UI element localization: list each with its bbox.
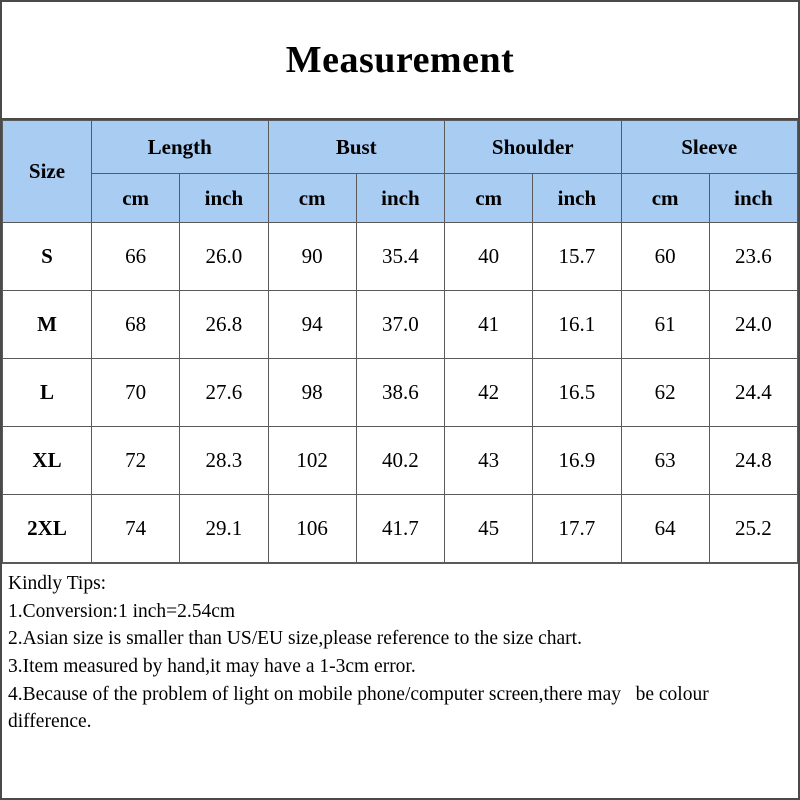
cell-shoulder-inch: 16.9 — [533, 427, 621, 495]
column-header-sleeve: Sleeve — [621, 121, 798, 174]
cell-sleeve-inch: 24.4 — [709, 359, 797, 427]
cell-shoulder-inch: 16.1 — [533, 291, 621, 359]
table-row — [3, 359, 798, 427]
cell-length-inch: 29.1 — [180, 495, 268, 563]
cell-length-cm: 72 — [92, 427, 180, 495]
table-head — [3, 121, 798, 223]
cell-shoulder-cm: 40 — [445, 223, 533, 291]
cell-shoulder-inch: 16.5 — [533, 359, 621, 427]
cell-bust-inch: 41.7 — [356, 495, 444, 563]
cell-sleeve-cm: 62 — [621, 359, 709, 427]
table-row — [3, 291, 798, 359]
cell-length-cm: 66 — [92, 223, 180, 291]
row-size-label: S — [3, 223, 92, 291]
cell-bust-cm: 94 — [268, 291, 356, 359]
row-size-label: M — [3, 291, 92, 359]
cell-shoulder-cm: 45 — [445, 495, 533, 563]
table-header-unit-row — [3, 174, 798, 223]
cell-length-cm: 70 — [92, 359, 180, 427]
tip-line-4: 4.Because of the problem of light on mobile phone/computer screen,there may be colour difference. — [8, 683, 714, 733]
column-header-length: Length — [92, 121, 269, 174]
unit-header-shoulder-inch: inch — [533, 174, 621, 223]
cell-bust-cm: 98 — [268, 359, 356, 427]
cell-shoulder-inch: 17.7 — [533, 495, 621, 563]
row-size-label: XL — [3, 427, 92, 495]
tips-heading: Kindly Tips: — [8, 573, 107, 594]
cell-shoulder-cm: 43 — [445, 427, 533, 495]
table-body — [3, 223, 798, 563]
tip-line-3: 3.Item measured by hand,it may have a 1-3cm error. — [8, 656, 416, 678]
tip-line-1: 1.Conversion:1 inch=2.54cm — [8, 600, 236, 622]
cell-length-inch: 27.6 — [180, 359, 268, 427]
title-bar — [2, 2, 798, 120]
table-row — [3, 427, 798, 495]
cell-length-cm: 68 — [92, 291, 180, 359]
cell-bust-cm: 106 — [268, 495, 356, 563]
cell-length-inch: 28.3 — [180, 427, 268, 495]
column-header-bust: Bust — [268, 121, 445, 174]
unit-header-length-cm: cm — [92, 174, 180, 223]
cell-bust-inch: 38.6 — [356, 359, 444, 427]
table-row — [3, 495, 798, 563]
cell-bust-cm: 102 — [268, 427, 356, 495]
table-header-group-row — [3, 121, 798, 174]
unit-header-shoulder-cm: cm — [445, 174, 533, 223]
cell-bust-cm: 90 — [268, 223, 356, 291]
kindly-tips-section — [2, 563, 798, 798]
cell-length-inch: 26.8 — [180, 291, 268, 359]
cell-sleeve-inch: 24.0 — [709, 291, 797, 359]
cell-bust-inch: 37.0 — [356, 291, 444, 359]
cell-bust-inch: 40.2 — [356, 427, 444, 495]
cell-shoulder-cm: 41 — [445, 291, 533, 359]
table-row — [3, 223, 798, 291]
tip-line-2: 2.Asian size is smaller than US/EU size,please reference to the size chart. — [8, 628, 582, 650]
row-size-label: L — [3, 359, 92, 427]
unit-header-sleeve-cm: cm — [621, 174, 709, 223]
unit-header-length-inch: inch — [180, 174, 268, 223]
measurement-table — [2, 120, 798, 563]
cell-shoulder-inch: 15.7 — [533, 223, 621, 291]
row-size-label: 2XL — [3, 495, 92, 563]
cell-shoulder-cm: 42 — [445, 359, 533, 427]
cell-sleeve-inch: 23.6 — [709, 223, 797, 291]
column-header-size: Size — [3, 121, 92, 223]
cell-sleeve-cm: 61 — [621, 291, 709, 359]
unit-header-bust-inch: inch — [356, 174, 444, 223]
cell-sleeve-cm: 64 — [621, 495, 709, 563]
cell-sleeve-cm: 63 — [621, 427, 709, 495]
cell-bust-inch: 35.4 — [356, 223, 444, 291]
cell-sleeve-cm: 60 — [621, 223, 709, 291]
column-header-shoulder: Shoulder — [445, 121, 622, 174]
unit-header-sleeve-inch: inch — [709, 174, 797, 223]
cell-sleeve-inch: 25.2 — [709, 495, 797, 563]
unit-header-bust-cm: cm — [268, 174, 356, 223]
cell-length-cm: 74 — [92, 495, 180, 563]
page-title: Measurement — [285, 39, 515, 81]
cell-length-inch: 26.0 — [180, 223, 268, 291]
cell-sleeve-inch: 24.8 — [709, 427, 797, 495]
